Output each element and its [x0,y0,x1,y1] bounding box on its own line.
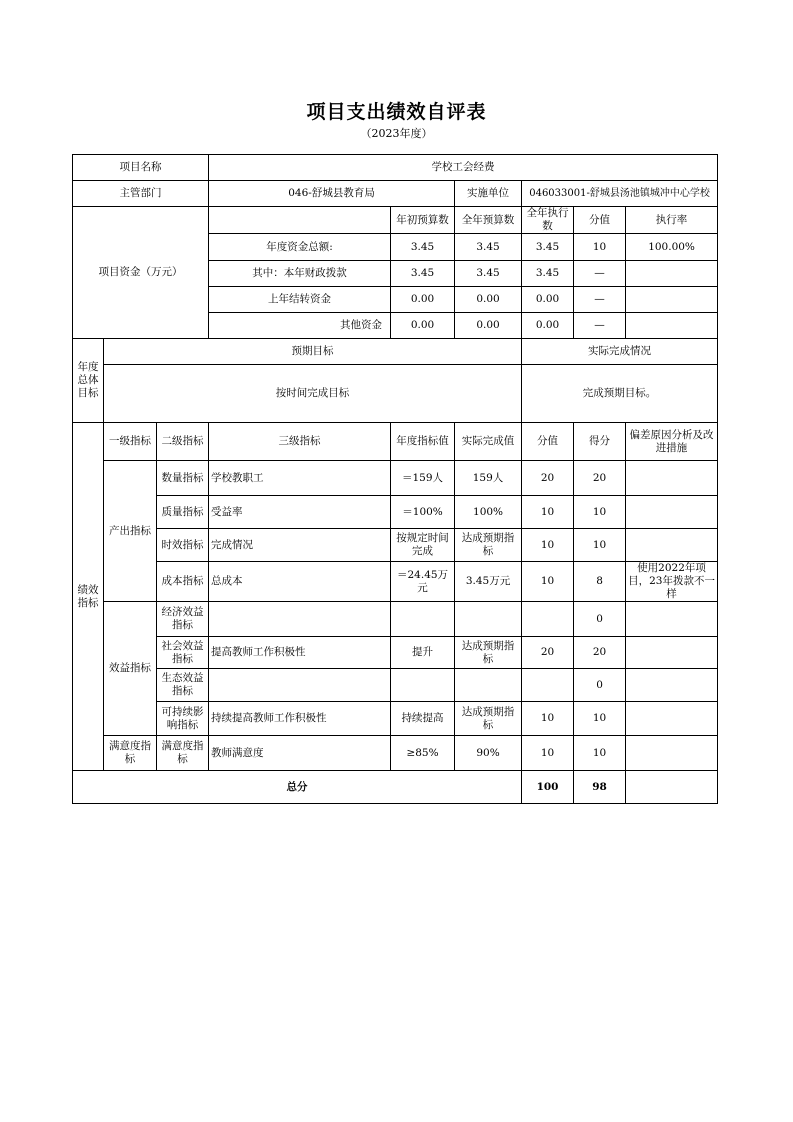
project-name-label: 项目名称 [73,155,209,181]
funds-header-rate: 执行率 [626,207,718,234]
effect-indicator-label: 效益指标 [104,602,157,736]
funds-row-score: — [574,287,626,313]
funds-header-row [73,207,718,234]
perf-score [522,602,574,637]
funds-row-full: 0.00 [455,313,522,339]
perf-l2: 满意度指标 [157,736,209,771]
perf-reason [626,702,718,736]
perf-target [391,669,455,702]
perf-row [73,669,718,702]
perf-points: 20 [574,637,626,669]
perf-target: 提升 [391,637,455,669]
perf-actual [455,669,522,702]
total-label: 总分 [73,771,522,804]
perf-l2: 社会效益指标 [157,637,209,669]
funds-row-rate [626,261,718,287]
funds-row-exec: 3.45 [522,261,574,287]
goals-label: 年度总体目标 [73,339,104,423]
dept-label: 主管部门 [73,181,209,207]
document-subtitle: （2023年度） [360,127,433,140]
perf-reason [626,669,718,702]
perf-l3 [209,602,391,637]
perf-header-l1: 一级指标 [104,423,157,461]
perf-l2: 时效指标 [157,529,209,562]
satisfaction-indicator-label: 满意度指标 [104,736,157,771]
perf-points: 0 [574,669,626,702]
perf-l2: 质量指标 [157,496,209,529]
perf-actual: 90% [455,736,522,771]
perf-l2: 成本指标 [157,562,209,602]
perf-points: 10 [574,702,626,736]
perf-row [73,736,718,771]
funds-row-label: 上年结转资金 [209,287,391,313]
perf-actual: 3.45万元 [455,562,522,602]
perf-l3: 完成情况 [209,529,391,562]
perf-score: 10 [522,736,574,771]
perf-points: 10 [574,496,626,529]
funds-row-rate: 100.00% [626,234,718,261]
perf-header-actual: 实际完成值 [455,423,522,461]
perf-score: 10 [522,529,574,562]
department-row [73,181,718,207]
perf-l3: 教师满意度 [209,736,391,771]
funds-header-exec: 全年执行数 [522,207,574,234]
funds-row-initial: 3.45 [391,234,455,261]
perf-row [73,602,718,637]
perf-l2: 经济效益指标 [157,602,209,637]
perf-row [73,529,718,562]
funds-row-initial: 3.45 [391,261,455,287]
funds-row-score: 10 [574,234,626,261]
perf-target [391,602,455,637]
perf-score: 20 [522,637,574,669]
perf-label: 绩效指标 [73,423,104,771]
perf-points: 8 [574,562,626,602]
perf-points: 0 [574,602,626,637]
funds-row-rate [626,287,718,313]
goals-actual-header: 实际完成情况 [522,339,718,365]
perf-row [73,702,718,736]
funds-row-initial: 0.00 [391,287,455,313]
funds-row-exec: 0.00 [522,313,574,339]
document-title: 项目支出绩效自评表 [306,101,487,123]
perf-header-row [73,423,718,461]
funds-row-score: — [574,313,626,339]
total-points: 98 [574,771,626,804]
perf-points: 20 [574,461,626,496]
perf-header-l2: 二级指标 [157,423,209,461]
goals-expected-header: 预期目标 [104,339,522,365]
perf-header-score: 分值 [522,423,574,461]
perf-score: 10 [522,702,574,736]
perf-reason: 使用2022年项目，23年拨款不一样 [626,562,718,602]
perf-target: 按规定时间完成 [391,529,455,562]
goals-expected: 按时间完成目标 [104,365,522,423]
perf-l3 [209,669,391,702]
goals-content-row [73,365,718,423]
perf-reason [626,529,718,562]
funds-row-label: 其他资金 [209,313,391,339]
dept-value: 046-舒城县教育局 [209,181,455,207]
funds-row-full: 0.00 [455,287,522,313]
perf-reason [626,602,718,637]
perf-reason [626,496,718,529]
funds-row-score: — [574,261,626,287]
perf-actual [455,602,522,637]
perf-actual: 达成预期指标 [455,529,522,562]
perf-target: ＝100% [391,496,455,529]
funds-row-exec: 3.45 [522,234,574,261]
perf-reason [626,637,718,669]
perf-row [73,496,718,529]
goals-header-row [73,339,718,365]
perf-points: 10 [574,529,626,562]
funds-label: 项目资金（万元） [73,207,209,339]
perf-l3: 总成本 [209,562,391,602]
perf-l2: 数量指标 [157,461,209,496]
project-name-row [73,155,718,181]
perf-header-l3: 三级指标 [209,423,391,461]
impl-unit-label: 实施单位 [455,181,522,207]
perf-actual: 达成预期指标 [455,637,522,669]
funds-header-score: 分值 [574,207,626,234]
perf-reason [626,461,718,496]
perf-row [73,637,718,669]
project-name-value: 学校工会经费 [209,155,718,181]
funds-row-rate [626,313,718,339]
funds-row-exec: 0.00 [522,287,574,313]
perf-l2: 可持续影响指标 [157,702,209,736]
output-indicator-label: 产出指标 [104,461,157,602]
funds-header-blank [209,207,391,234]
funds-row-label: 其中：本年财政拨款 [209,261,391,287]
funds-row-full: 3.45 [455,261,522,287]
perf-target: ＝24.45万元 [391,562,455,602]
total-score: 100 [522,771,574,804]
funds-header-full: 全年预算数 [455,207,522,234]
total-row [73,771,718,804]
perf-l3: 受益率 [209,496,391,529]
perf-actual: 159人 [455,461,522,496]
perf-target: ＝159人 [391,461,455,496]
perf-row [73,562,718,602]
perf-target: ≥85% [391,736,455,771]
funds-row-full: 3.45 [455,234,522,261]
perf-row [73,461,718,496]
perf-actual: 100% [455,496,522,529]
perf-actual: 达成预期指标 [455,702,522,736]
perf-l3: 学校教职工 [209,461,391,496]
perf-score [522,669,574,702]
total-reason-blank [626,771,718,804]
perf-l3: 持续提高教师工作积极性 [209,702,391,736]
funds-row-initial: 0.00 [391,313,455,339]
perf-score: 10 [522,562,574,602]
perf-score: 20 [522,461,574,496]
funds-row-label: 年度资金总额: [209,234,391,261]
perf-header-target: 年度指标值 [391,423,455,461]
evaluation-table [72,154,718,804]
perf-points: 10 [574,736,626,771]
perf-header-reason: 偏差原因分析及改进措施 [626,423,718,461]
perf-l3: 提高教师工作积极性 [209,637,391,669]
perf-score: 10 [522,496,574,529]
funds-header-initial: 年初预算数 [391,207,455,234]
perf-header-points: 得分 [574,423,626,461]
impl-unit-value: 046033001-舒城县汤池镇城冲中心学校 [522,181,718,207]
goals-actual: 完成预期目标。 [522,365,718,423]
perf-l2: 生态效益指标 [157,669,209,702]
perf-target: 持续提高 [391,702,455,736]
perf-reason [626,736,718,771]
